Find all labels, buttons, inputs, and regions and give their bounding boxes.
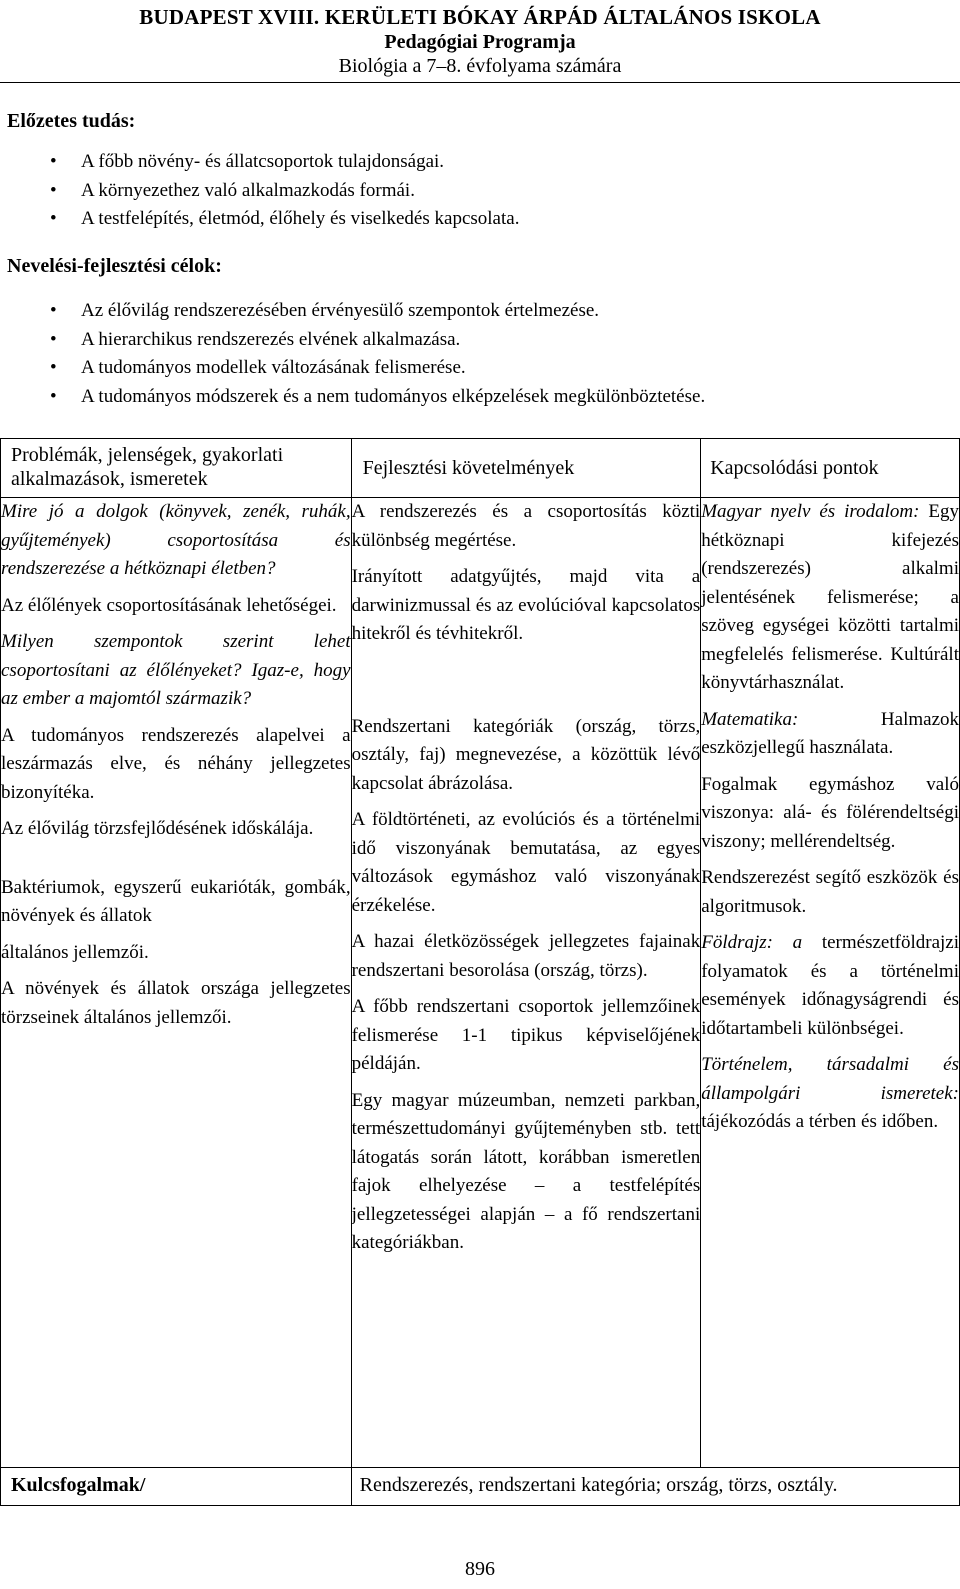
- connection-item: [701, 706, 959, 763]
- problem-item: A növények és állatok országa jellegzetes törzseinek általános jellemzői.: [1, 978, 351, 1028]
- connection-item: [701, 498, 959, 698]
- connection-text: Rendszerezést segítő eszközök és algoritmusok.: [701, 867, 959, 917]
- requirement-item: Rendszertani kategóriák (ország, törzs, osztály, faj) megnevezése, a közöttük lévő kapcsolat ábrázolása.: [351, 715, 701, 794]
- list-item: • A tudományos módszerek és a nem tudományos elképzelések megkülönböztetése.: [48, 383, 705, 412]
- problem-item: A tudományos rendszerezés alapelvei a leszármazás elve, és néhány jellegzetes bizonyítéka.: [1, 724, 351, 803]
- neveles-list: [48, 297, 705, 411]
- curriculum-table: [0, 438, 960, 1506]
- table-row: [1, 498, 960, 1468]
- subject-title: Biológia a 7–8. évfolyama számára: [338, 55, 622, 77]
- problems-cell: [1, 498, 352, 1468]
- header-requirements: Fejlesztési követelmények: [351, 439, 701, 498]
- keywords-label: Kulcsfogalmak/: [1, 1468, 352, 1506]
- problem-item: Milyen szempontok szerint lehet csoportosítani az élőlényeket? Igaz-e, hogy az ember a majomtól származik?: [1, 631, 351, 709]
- elozetes-list: [48, 148, 519, 234]
- connection-text: természetföldrajzi folyamatok és a történelmi események időnagyságrendi és időtartambeli különbségei.: [701, 932, 959, 1039]
- list-item: • A főbb növény- és állatcsoportok tulajdonságai.: [48, 148, 519, 177]
- page-header: [0, 0, 960, 78]
- program-title: Pedagógiai Programja: [384, 31, 576, 53]
- connection-item: [701, 929, 959, 1043]
- connection-item: [701, 864, 959, 921]
- connection-item: [701, 771, 959, 857]
- requirement-item: Irányított adatgyűjtés, majd vita a darwinizmussal és az evolúcióval kapcsolatos hitekről és tévhitekről.: [351, 566, 701, 644]
- requirement-item: A főbb rendszertani csoportok jellemzőinek felismerése 1-1 tipikus képviselőjének példáján.: [351, 996, 701, 1074]
- elozetes-title: Előzetes tudás:: [7, 110, 136, 132]
- page-number: 896: [465, 1558, 495, 1580]
- connection-text: Halmazok eszközjellegű használata.: [701, 708, 959, 758]
- requirement-item: A hazai életközösségek jellegzetes fajainak rendszertani besorolása (ország, törzs).: [351, 931, 701, 981]
- list-item: • A környezethez való alkalmazkodás formái.: [48, 177, 519, 206]
- header-problems: Problémák, jelenségek, gyakorlati alkalmazások, ismeretek: [1, 439, 352, 498]
- school-name: BUDAPEST XVIII. KERÜLETI BÓKAY ÁRPÁD ÁLTALÁNOS ISKOLA: [139, 5, 821, 29]
- connection-item: [701, 1051, 959, 1137]
- connection-subject: Matematika:: [701, 708, 799, 730]
- connection-subject: Történelem, társadalmi és állampolgári ismeretek:: [701, 1054, 959, 1104]
- header-connections: Kapcsolódási pontok: [701, 439, 960, 498]
- problem-item: Baktériumok, egyszerű eukarióták, gombák, növények és állatok: [1, 876, 351, 926]
- connection-text: Egy hétköznapi kifejezés (rendszerezés) alkalmi jelentésének felismerése; a szöveg egységei közötti tartalmi megfelelés felismerése. Kultúrált könyvtárhasználat.: [701, 501, 959, 693]
- requirement-item: Egy magyar múzeumban, nemzeti parkban, természettudományi gyűjteményben stb. tett látogatás során látott, korábban ismeretlen fajok elhelyezése – a testfelépítés jellegzetességei alapján – a fő rendszertani kategóriákban.: [351, 1089, 701, 1253]
- list-item: • Az élővilág rendszerezésében érvényesülő szempontok értelmezése.: [48, 297, 705, 326]
- keywords-row: [1, 1468, 960, 1506]
- neveles-title: Nevelési-fejlesztési célok:: [7, 255, 222, 277]
- connection-text: Fogalmak egymáshoz való viszonya: alá- és fölérendeltségi viszony; mellérendeltség.: [701, 773, 959, 852]
- keywords-value: Rendszerezés, rendszertani kategória; ország, törzs, osztály.: [351, 1468, 959, 1506]
- connection-subject: Földrajz: a: [701, 932, 803, 953]
- table-header-row: [1, 439, 960, 498]
- list-item: • A testfelépítés, életmód, élőhely és viselkedés kapcsolata.: [48, 205, 519, 234]
- requirement-item: A rendszerezés és a csoportosítás közti különbség megértése.: [351, 501, 701, 551]
- requirement-item: A földtörténeti, az evolúciós és a történelmi idő viszonyának bemutatása, az egyes változások egymáshoz való viszonyának érzékelése.: [351, 809, 701, 916]
- connections-cell: [701, 498, 960, 1468]
- problem-item: általános jellemzői.: [1, 941, 149, 963]
- problem-item: Mire jó a dolgok (könyvek, zenék, ruhák, gyűjtemények) csoportosítása és rendszerezése a hétköznapi életben?: [1, 501, 351, 579]
- connection-text: tájékozódás a térben és időben.: [701, 1111, 939, 1132]
- header-rule: [0, 82, 960, 83]
- connection-subject: Magyar nyelv és irodalom:: [701, 501, 920, 522]
- problem-item: Az élőlények csoportosításának lehetőségei.: [1, 594, 337, 616]
- list-item: • A hierarchikus rendszerezés elvének alkalmazása.: [48, 326, 705, 355]
- requirements-cell: [351, 498, 701, 1468]
- problem-item: Az élővilág törzsfejlődésének időskálája.: [1, 818, 314, 839]
- list-item: • A tudományos modellek változásának felismerése.: [48, 354, 705, 383]
